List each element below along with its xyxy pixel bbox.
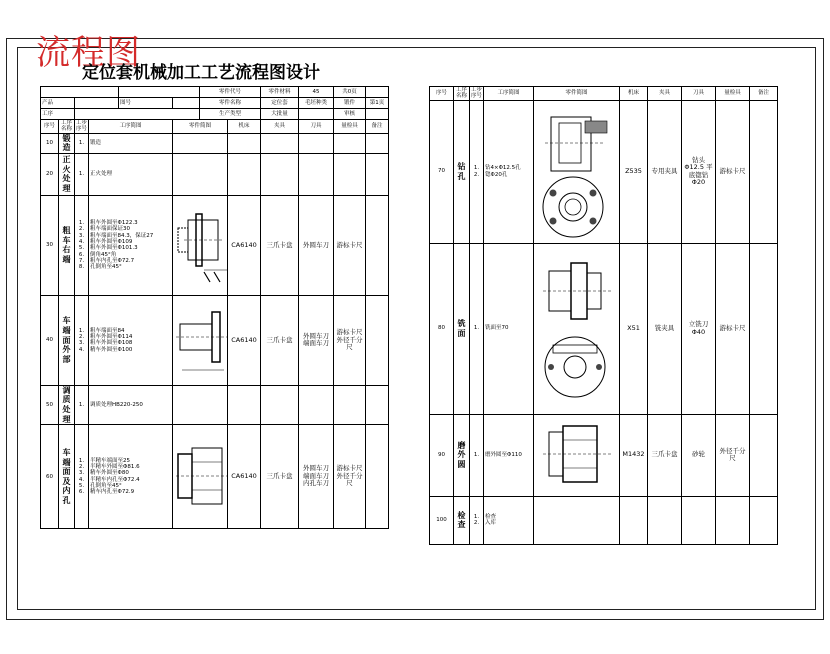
hdr-sheet-count: 共0页 xyxy=(334,87,366,98)
row-seq: 90 xyxy=(430,414,454,496)
row-tool: 立铣刀Φ40 xyxy=(682,243,716,414)
hdr-part-code: 零件代号 xyxy=(200,87,261,98)
row-proc-name: 铣面 xyxy=(454,243,470,414)
part-sketch xyxy=(174,200,228,290)
row-seq: 60 xyxy=(41,425,59,529)
col-tool: 刀具 xyxy=(299,120,334,134)
row-proc-name: 粗车右端 xyxy=(59,195,75,295)
row-seq: 70 xyxy=(430,100,454,243)
hdr-process: 工序 xyxy=(41,109,75,120)
row-seq: 50 xyxy=(41,385,59,424)
col-tool: 刀具 xyxy=(682,87,716,101)
row-proc-name: 锻造 xyxy=(59,133,75,153)
hdr-part-material: 零件材料 xyxy=(261,87,299,98)
step-text-list: 粗车端面至84 粗车外圆至Φ114 粗车外圆至Φ108 精车外圆至Φ100 xyxy=(89,295,173,385)
col-sketch: 零件简图 xyxy=(173,120,228,134)
hdr-prod-type-value: 大批量 xyxy=(261,109,299,120)
part-sketch xyxy=(535,418,619,492)
col-machine: 机床 xyxy=(620,87,648,101)
table-row xyxy=(41,195,389,295)
step-no: 1. xyxy=(470,243,484,414)
step-no-list: 1. 2. xyxy=(470,496,484,544)
table-row xyxy=(41,385,389,424)
hdr-blank-value: 锻件 xyxy=(334,98,366,109)
step-text: 铣面至70 xyxy=(484,243,534,414)
row-seq: 40 xyxy=(41,295,59,385)
table-row xyxy=(430,414,778,496)
step-no: 1. xyxy=(75,153,89,195)
table-row xyxy=(41,425,389,529)
row-seq: 80 xyxy=(430,243,454,414)
sketch-cell xyxy=(173,425,228,529)
row-machine: CA6140 xyxy=(228,295,261,385)
row-fixture: 三爪卡盘 xyxy=(261,195,299,295)
row-proc-name: 钻孔 xyxy=(454,100,470,243)
row-machine: M1432 xyxy=(620,414,648,496)
step-text-list: 检查 入库 xyxy=(484,496,534,544)
row-fixture: 专用夹具 xyxy=(648,100,682,243)
step-no: 1. xyxy=(75,133,89,153)
row-seq: 20 xyxy=(41,153,59,195)
step-text: 锻造 xyxy=(89,133,173,153)
sketch-cell xyxy=(534,414,620,496)
table-row xyxy=(41,295,389,385)
hdr-part-name-value: 定位套 xyxy=(261,98,299,109)
step-text-list: 钻4×Φ12.5孔 锪Φ20孔 xyxy=(484,100,534,243)
row-machine: CA6140 xyxy=(228,425,261,529)
col-machine: 机床 xyxy=(228,120,261,134)
hdr-prod-type: 生产类型 xyxy=(200,109,261,120)
step-text: 调质处理HB220-250 xyxy=(89,385,173,424)
sketch-cell xyxy=(173,295,228,385)
table-row xyxy=(430,100,778,243)
col-step-no: 工步序号 xyxy=(471,87,483,100)
sketch-cell xyxy=(534,243,620,414)
row-tool: 外圆车刀 端面车刀 内孔车刀 xyxy=(299,425,334,529)
hdr-drawing-no: 图号 xyxy=(119,98,173,109)
col-fixture: 夹具 xyxy=(261,120,299,134)
step-text-list: 粗车外圆至Φ122.3 粗车端面保证30 粗车端面至84.3，保证27 粗车外圆至Φ109 粗车外圆至Φ101.3 倒角45°角 粗车内孔至Φ72.7 孔倒角至45° xyxy=(89,195,173,295)
col-proc-name: 工序名称 xyxy=(59,120,75,134)
row-tool: 外圆车刀 xyxy=(299,195,334,295)
page-title: 定位套机械加工工艺流程图设计 xyxy=(82,63,320,83)
row-machine: X51 xyxy=(620,243,648,414)
step-no-list: 1. 2. xyxy=(470,100,484,243)
step-text: 磨外圆至Φ110 xyxy=(484,414,534,496)
row-proc-name: 检查 xyxy=(454,496,470,544)
row-gauge: 游标卡尺 外径千分尺 xyxy=(334,295,366,385)
row-fixture: 三爪卡盘 xyxy=(261,295,299,385)
row-tool: 钻头Φ12.5 平底锪钻Φ20 xyxy=(682,100,716,243)
col-step-desc: 工序简图 xyxy=(89,120,173,134)
right-process-table xyxy=(429,86,778,545)
col-step-desc: 工序简图 xyxy=(484,87,534,101)
part-sketch xyxy=(535,103,619,241)
col-seq: 序号 xyxy=(41,120,59,134)
row-seq: 30 xyxy=(41,195,59,295)
col-note: 备注 xyxy=(366,120,389,134)
row-gauge: 游标卡尺 xyxy=(334,195,366,295)
step-no-list: 1. 2. 3. 4. 5. 6. 7. 8. xyxy=(75,195,89,295)
row-proc-name: 车端面及内孔 xyxy=(59,425,75,529)
col-gauge: 量检具 xyxy=(334,120,366,134)
sketch-cell xyxy=(173,195,228,295)
row-gauge: 游标卡尺 外径千分尺 xyxy=(334,425,366,529)
row-fixture: 铣夹具 xyxy=(648,243,682,414)
col-seq: 序号 xyxy=(430,87,454,101)
hdr-page: 第1页 xyxy=(366,98,389,109)
col-step-no: 工步序号 xyxy=(76,120,88,133)
hdr-part-name: 零件名称 xyxy=(200,98,261,109)
row-proc-name: 磨外圆 xyxy=(454,414,470,496)
row-gauge: 游标卡尺 xyxy=(716,243,750,414)
row-fixture: 三爪卡盘 xyxy=(261,425,299,529)
row-proc-name: 调质处理 xyxy=(59,385,75,424)
stamp-label: 流程图 xyxy=(36,33,141,73)
step-no: 1. xyxy=(75,385,89,424)
row-tool: 外圆车刀 端面车刀 xyxy=(299,295,334,385)
row-proc-name: 正火处理 xyxy=(59,153,75,195)
sketch-cell xyxy=(534,100,620,243)
table-row xyxy=(430,496,778,544)
table-row xyxy=(430,243,778,414)
part-sketch xyxy=(174,300,228,380)
row-machine: Z535 xyxy=(620,100,648,243)
row-seq: 10 xyxy=(41,133,59,153)
col-fixture: 夹具 xyxy=(648,87,682,101)
step-no-list: 1. 2. 3. 4. 5. 6. xyxy=(75,425,89,529)
step-no-list: 1. 2. 3. 4. xyxy=(75,295,89,385)
row-gauge: 游标卡尺 xyxy=(716,100,750,243)
row-tool: 砂轮 xyxy=(682,414,716,496)
row-machine: CA6140 xyxy=(228,195,261,295)
col-note: 备注 xyxy=(750,87,778,101)
table-row xyxy=(41,153,389,195)
row-seq: 100 xyxy=(430,496,454,544)
row-gauge: 外径千分尺 xyxy=(716,414,750,496)
col-proc-name: 工序名称 xyxy=(454,87,470,101)
row-fixture: 三爪卡盘 xyxy=(648,414,682,496)
hdr-material-value: 45 xyxy=(299,87,334,98)
col-sketch: 零件简图 xyxy=(534,87,620,101)
col-gauge: 量检具 xyxy=(716,87,750,101)
left-process-table xyxy=(40,86,389,529)
row-proc-name: 车端面外部 xyxy=(59,295,75,385)
table-row xyxy=(41,133,389,153)
hdr-blank-kind: 毛坯种类 xyxy=(299,98,334,109)
step-text-list: 半精车端面至25 半精车外圆至Φ81.6 精车外圆至Φ80 半精车内孔至Φ72.4 孔倒角至45° 精车内孔至Φ72.9 xyxy=(89,425,173,529)
step-no: 1. xyxy=(470,414,484,496)
part-sketch xyxy=(174,432,228,522)
part-sketch xyxy=(535,249,619,409)
hdr-review: 审核 xyxy=(334,109,366,120)
step-text: 正火处理 xyxy=(89,153,173,195)
hdr-product: 产品 xyxy=(41,98,75,109)
